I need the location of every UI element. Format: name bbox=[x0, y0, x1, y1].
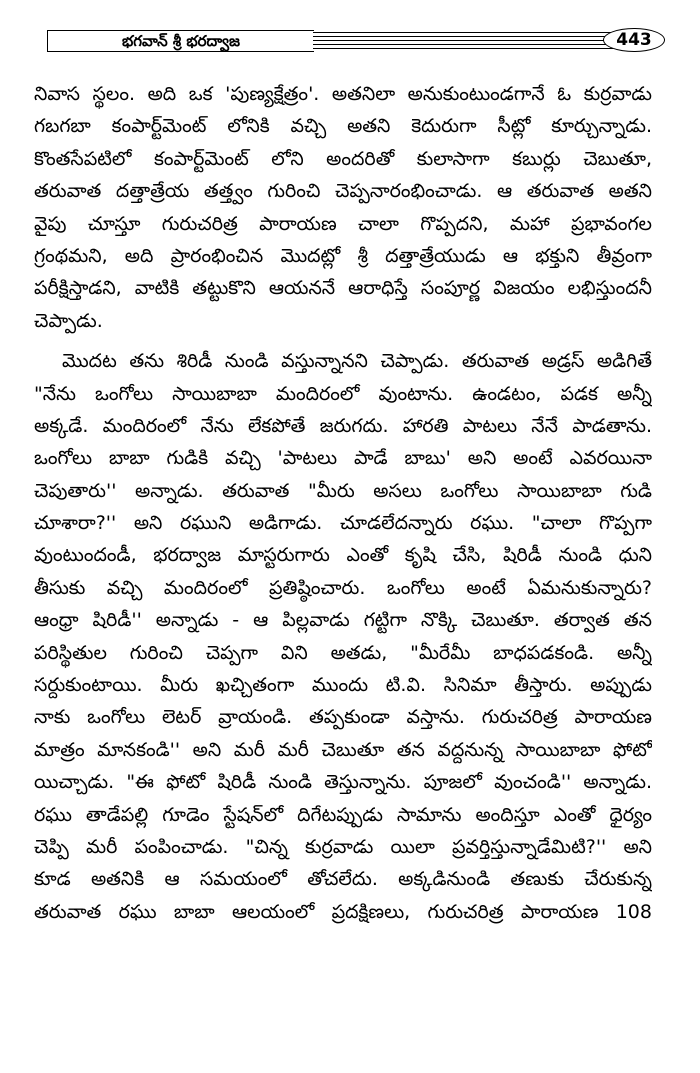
page-body bbox=[34, 78, 652, 928]
text-line: అక్కడే. మందిరంలో నేను లేకపోతే జరుగదు. హారతి పాటలు నేనే పాడతాను. bbox=[34, 414, 652, 437]
text-line: పరిస్థితుల గురించి చెప్పగా విని అతడు, "మీరేమీ బాధపడకండి. అన్నీ bbox=[34, 641, 652, 664]
text-line: తరువాత దత్తాత్రేయ తత్త్వం గురించి చెప్పనారంభించాడు. ఆ తరువాత అతని bbox=[34, 180, 652, 203]
text-line: గబగబా కంపార్ట్‌మెంట్ లోనికి వచ్చి అతని కెదురుగా సీట్లో కూర్చున్నాడు. bbox=[34, 115, 652, 138]
text-line: కొంతసేపటిలో కంపార్ట్‌మెంట్ లోని అందరితో కులాసాగా కబుర్లు చెబుతూ, bbox=[34, 147, 652, 170]
text-line: మొదట తను శిరిడీ నుండి వస్తున్నానని చెప్పాడు. తరువాత అడ్రస్ అడిగితే bbox=[62, 350, 652, 373]
text-line: పరీక్షిస్తాడని, వాటికి తట్టుకొని ఆయననే ఆరాధిస్తే సంపూర్ణ విజయం లభిస్తుందనీ bbox=[34, 277, 652, 300]
text-line: కూడ అతనికి ఆ సమయంలో తోచలేదు. అక్కడినుండి తణుకు చేరుకున్న bbox=[34, 868, 652, 891]
running-title: భగవాన్ శ్రీ భరద్వాజ bbox=[47, 30, 314, 52]
text-line: చెప్పి మరీ పంపించాడు. "చిన్న కుర్రవాడు యిలా ప్రవర్తిస్తున్నాడేమిటి?'' అని bbox=[34, 835, 652, 858]
paragraph bbox=[34, 78, 652, 337]
text-line: నాకు ఒంగోలు లెటర్ వ్రాయండి. తప్పకుండా వస్తాను. గురుచరిత్ర పారాయణ bbox=[34, 706, 652, 729]
paragraph-gap bbox=[34, 337, 652, 345]
text-line: చెపుతారు'' అన్నాడు. తరువాత "మీరు అసలు ఒంగోలు సాయిబాబా గుడి bbox=[34, 479, 652, 502]
text-line: "నేను ఒంగోలు సాయిబాబా మందిరంలో వుంటాను. ఉండటం, పడక అన్నీ bbox=[34, 382, 652, 405]
text-line: యిచ్చాడు. "ఈ ఫోటో షిరిడీ నుండి తెస్తున్నాను. పూజలో వుంచండి'' అన్నాడు. bbox=[34, 771, 652, 794]
text-line: చూశారా?'' అని రఘుని అడిగాడు. చూడలేదన్నారు రఘు. "చాలా గొప్పగా bbox=[34, 512, 652, 535]
text-line: చెప్పాడు. bbox=[34, 309, 103, 332]
running-header bbox=[47, 30, 653, 52]
text-line: గ్రంథమని, అది ప్రారంభించిన మొదట్లో శ్రీ దత్తాత్రేయుడు ఆ భక్తుని తీవ్రంగా bbox=[34, 244, 652, 267]
page-number: 443 bbox=[603, 28, 665, 52]
text-line: వైపు చూస్తూ గురుచరిత్ర పారాయణ చాలా గొప్పదని, మహా ప్రభావంగల bbox=[34, 212, 652, 235]
text-line: ఆంధ్రా షిరిడీ'' అన్నాడు - ఆ పిల్లవాడు గట్టిగా నొక్కి చెబుతూ. తర్వాత తన bbox=[34, 609, 652, 632]
text-line: ఒంగోలు బాబా గుడికి వచ్చి 'పాటలు పాడే బాబు' అని అంటే ఎవరయినా bbox=[34, 447, 652, 470]
text-line: తీసుకు వచ్చి మందిరంలో ప్రతిష్ఠించారు. ఒంగోలు అంటే ఏమనుకున్నారు? bbox=[34, 576, 652, 599]
text-line: తరువాత రఘు బాబా ఆలయంలో ప్రదక్షిణలు, గురుచరిత్ర పారాయణ 108 bbox=[34, 900, 652, 923]
paragraph bbox=[34, 345, 652, 928]
text-line: వుంటుందండీ, భరద్వాజ మాస్టరుగారు ఎంతో కృషి చేసి, షిరిడీ నుండి ధుని bbox=[34, 544, 652, 567]
header-rules bbox=[313, 30, 613, 52]
text-line: రఘు తాడేపల్లి గూడెం స్టేషన్‌లో దిగేటప్పుడు సామాను అందిస్తూ ఎంతో ధైర్యం bbox=[34, 803, 652, 826]
text-line: సర్దుకుంటాయి. మీరు ఖచ్చితంగా ముందు టి.వి. సినిమా తీస్తారు. అప్పుడు bbox=[34, 674, 652, 697]
text-line: మాత్రం మానకండి'' అని మరీ మరీ చెబుతూ తన వద్దనున్న సాయిబాబా ఫోటో bbox=[34, 738, 652, 761]
text-line: నివాస స్థలం. అది ఒక 'పుణ్యక్షేత్రం'. అతనిలా అనుకుంటుండగానే ఓ కుర్రవాడు bbox=[34, 83, 652, 105]
